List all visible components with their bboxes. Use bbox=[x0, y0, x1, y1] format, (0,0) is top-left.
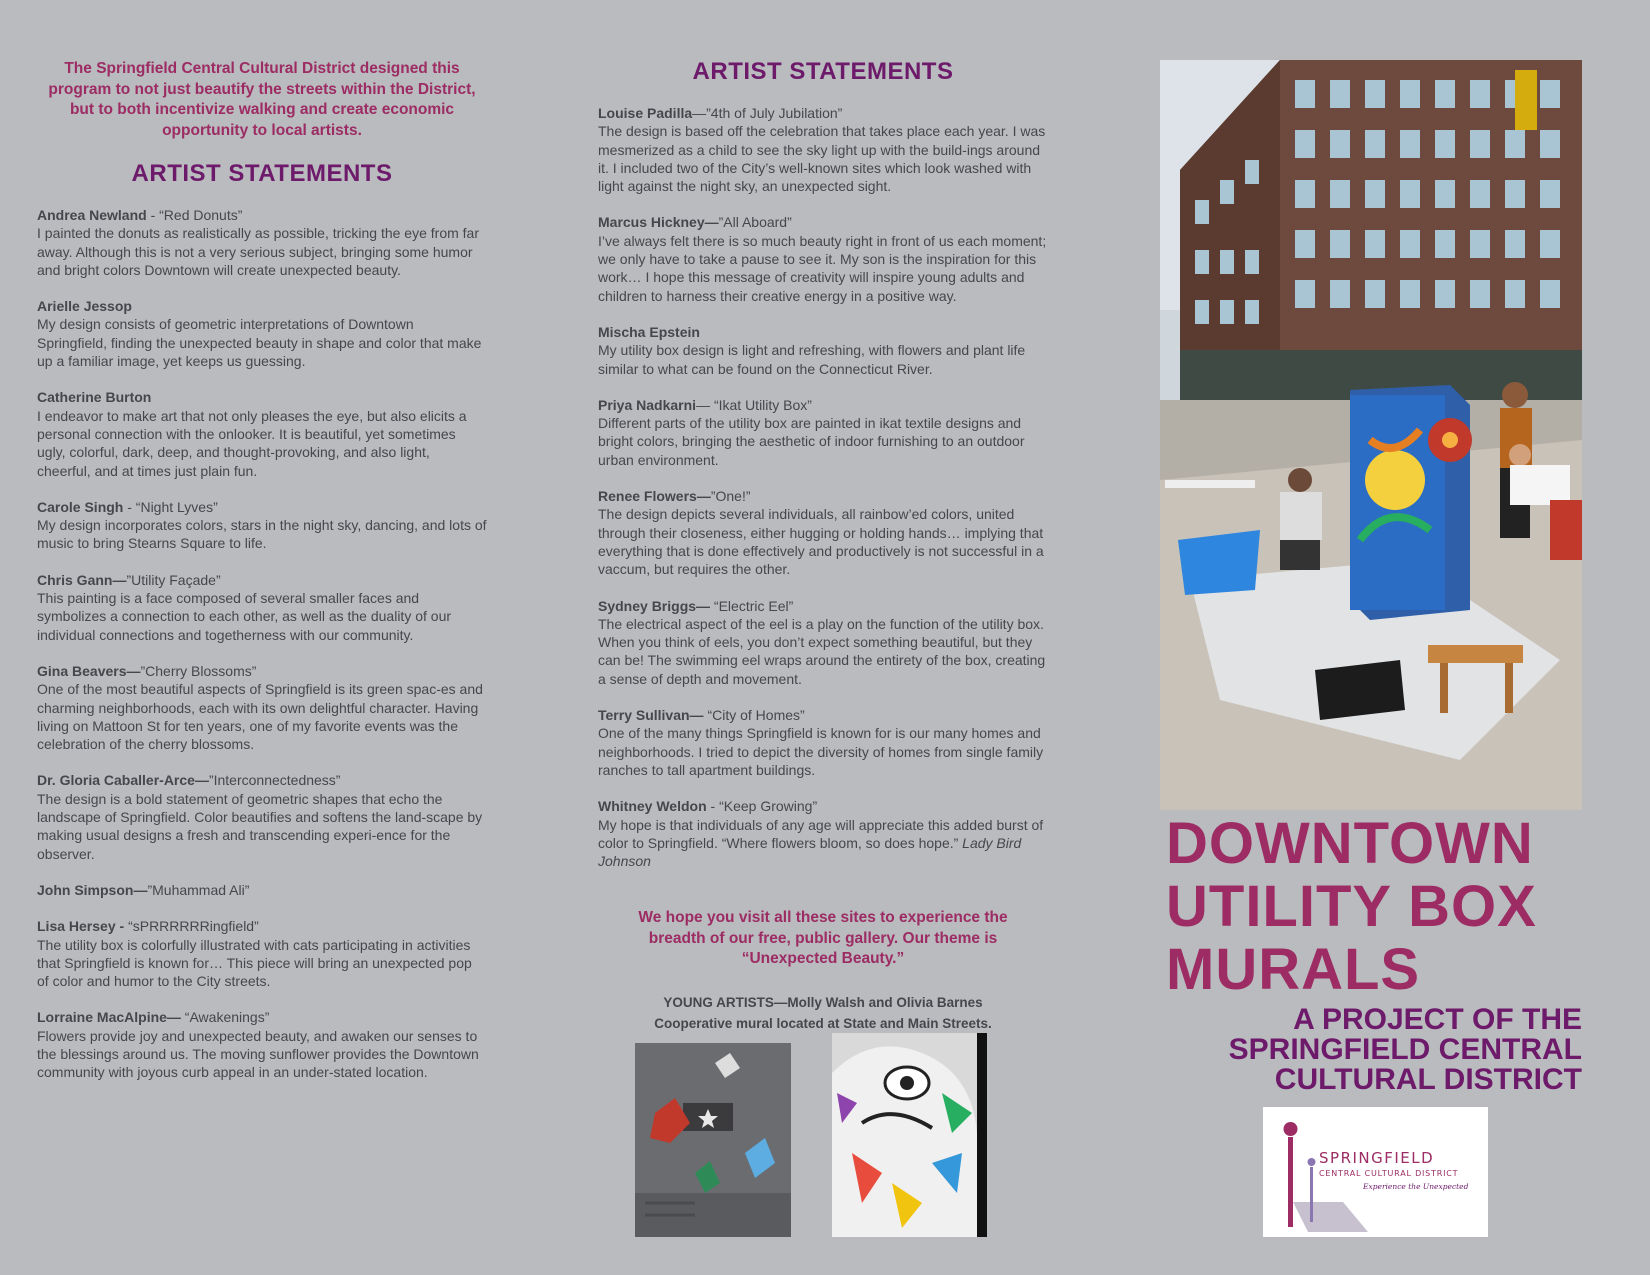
artist-statement bbox=[37, 917, 487, 990]
artwork-title: ”All Aboard” bbox=[718, 214, 792, 231]
intro-text: The Springfield Central Cultural District designed this program to not just beautify the streets within the District, but to both incentivize walking and create economic opportunity to local artists. bbox=[48, 60, 476, 139]
cover-subtitle-line: SPRINGFIELD CENTRAL bbox=[1228, 1033, 1582, 1066]
statement-text: My design incorporates colors, stars in the night sky, dancing, and lots of music to bring Stearns Square to life. bbox=[37, 517, 487, 552]
logo-name: SPRINGFIELD bbox=[1319, 1149, 1435, 1167]
statement-title-line bbox=[598, 706, 1048, 724]
statement-title-line bbox=[37, 662, 487, 680]
cover-subtitle bbox=[1160, 1005, 1582, 1095]
statement-text: One of the many things Springfield is known for is our many homes and neighborhoods. I tried to depict the diversity of homes from single family ranches to tall apartment buildings. bbox=[598, 725, 1044, 778]
young-artists-names: YOUNG ARTISTS—Molly Walsh and Olivia Barnes bbox=[663, 995, 983, 1010]
artwork-title: - “Red Donuts” bbox=[146, 207, 243, 223]
statement-title-line bbox=[37, 1008, 487, 1026]
statement-title-line bbox=[37, 206, 487, 224]
artwork-title: ”Interconnectedness” bbox=[208, 772, 341, 789]
artist-name: Arielle Jessop bbox=[37, 298, 132, 315]
cover-title-line: MURALS bbox=[1166, 937, 1421, 1002]
lamppost-small-icon bbox=[1310, 1167, 1313, 1222]
statement-title-line bbox=[37, 297, 487, 315]
artwork-title: ”Cherry Blossoms” bbox=[140, 662, 257, 679]
young-artists bbox=[598, 993, 1048, 1034]
statement-title-line bbox=[598, 323, 1048, 341]
statement-text: I painted the donuts as realistically as possible, tricking the eye from far away. Although this is not a very serious subject, bringing some humor and bright colors Downtown will create unexpected beauty. bbox=[37, 225, 479, 278]
artist-statement bbox=[598, 213, 1048, 304]
statement-text: My hope is that individuals of any age will appreciate this added burst of color to Springfield. “Where flowers bloom, so does hope.” bbox=[598, 816, 1044, 851]
statement-title-line bbox=[37, 571, 487, 589]
statement-title-line bbox=[37, 771, 487, 789]
artist-statement bbox=[598, 396, 1048, 469]
mural-photo-gray-box bbox=[635, 1043, 791, 1237]
logo-subname: CENTRAL CULTURAL DISTRICT bbox=[1319, 1169, 1459, 1178]
artist-statement bbox=[598, 706, 1048, 779]
artist-name: Renee Flowers— bbox=[598, 488, 711, 505]
artist-statement bbox=[598, 597, 1048, 688]
artist-name: Whitney Weldon bbox=[598, 798, 707, 815]
artist-statement bbox=[598, 797, 1048, 870]
artwork-title: —”4th of July Jubilation” bbox=[692, 105, 843, 121]
statement-text: The design is based off the celebration that takes place each year. I was mesmerized as a child to see the sky light up with the build-ings around it. I included two of the City’s well-known sites which look washed with light against the night sky, an unexpected sight. bbox=[598, 123, 1046, 195]
artwork-title: ”Utility Façade” bbox=[126, 571, 221, 588]
artist-statement bbox=[37, 571, 487, 644]
statement-title-line bbox=[37, 881, 487, 899]
statement-title-line bbox=[37, 388, 487, 406]
statement-text: This painting is a face composed of several smaller faces and symbolizes a connection to each other, as well as the duality of our individual connections and togetherness with our community. bbox=[37, 590, 452, 643]
cover-subtitle-line: A PROJECT OF THE bbox=[1293, 1003, 1582, 1036]
artist-statement bbox=[37, 206, 487, 279]
artist-name: Chris Gann— bbox=[37, 571, 127, 588]
middle-heading: ARTIST STATEMENTS bbox=[692, 58, 954, 85]
artist-name: Carole Singh bbox=[37, 498, 124, 515]
statement-text: I endeavor to make art that not only pleases the eye, but also elicits a personal connection with the onlooker. It is beautiful, yet sometimes ugly, colorful, dark, deep, and thought-provoking, and also light, cheerful, and at times just plain fun. bbox=[37, 407, 467, 479]
statement-title-line bbox=[598, 797, 1048, 815]
artwork-title: “Awakenings” bbox=[180, 1009, 270, 1026]
statement-title-line bbox=[598, 213, 1048, 231]
statement-text: One of the most beautiful aspects of Springfield is its green spac-es and charming neighborhoods, each with its own delightful character. Having living on Mattoon St for ten years, one of my favorite events was the celebration of the cherry blossoms. bbox=[37, 681, 483, 753]
artist-statement bbox=[598, 487, 1048, 578]
artist-name: Terry Sullivan— bbox=[598, 707, 704, 724]
statement-text: My utility box design is light and refreshing, with flowers and plant life similar to what can be found on the Connecticut River. bbox=[598, 342, 1026, 377]
logo-path-graphic bbox=[1293, 1202, 1368, 1232]
artist-statement bbox=[37, 881, 487, 899]
artist-statement bbox=[598, 104, 1048, 195]
logo-tagline: Experience the Unexpected bbox=[1363, 1182, 1469, 1191]
artist-name: Catherine Burton bbox=[37, 389, 152, 406]
statement-title-line bbox=[598, 597, 1048, 615]
quote-attribution: Lady Bird Johnson bbox=[598, 834, 1022, 870]
left-heading: ARTIST STATEMENTS bbox=[131, 160, 393, 187]
cover-title-line: UTILITY BOX bbox=[1166, 874, 1537, 939]
cover-subtitle-line: CULTURAL DISTRICT bbox=[1274, 1063, 1582, 1096]
cover-title bbox=[1166, 812, 1600, 1001]
artist-name: John Simpson— bbox=[37, 881, 148, 898]
artist-name: Mischa Epstein bbox=[598, 323, 700, 340]
statement-text: The design is a bold statement of geometric shapes that echo the landscape of Springfield. Color beautifies and softens the land-scape by making usual designs a fresh and transcending experi-ence for the observer. bbox=[37, 790, 483, 862]
artist-name: Louise Padilla bbox=[598, 105, 693, 121]
lamppost-icon bbox=[1288, 1137, 1293, 1227]
artwork-title: - “Keep Growing” bbox=[706, 798, 818, 815]
mural-photo-face-box bbox=[832, 1033, 987, 1237]
artwork-title: “sPRRRRRRingfield” bbox=[128, 918, 259, 935]
artist-name: Priya Nadkarni bbox=[598, 396, 697, 413]
artist-statement bbox=[37, 297, 487, 370]
closing-text: We hope you visit all these sites to experience the breadth of our free, public gallery. Our theme is “Unexpected Beauty.” bbox=[638, 909, 1008, 967]
artwork-title: - “Night Lyves” bbox=[123, 498, 218, 515]
artwork-title: — “Ikat Utility Box” bbox=[696, 396, 812, 413]
left-statements bbox=[37, 206, 487, 1100]
statement-text: My design consists of geometric interpretations of Downtown Springfield, finding the unexpected beauty in shape and color that make up a familiar image, yet keeps us guessing. bbox=[37, 316, 482, 370]
statement-text: The utility box is colorfully illustrated with cats participating in activities that Springfield is known for… This piece will bring an unexpected pop of color and humor to the City streets. bbox=[37, 936, 472, 990]
young-artists-location: Cooperative mural located at State and Main Streets. bbox=[654, 1015, 992, 1031]
artist-statement bbox=[598, 323, 1048, 378]
artist-statement bbox=[37, 1008, 487, 1081]
statement-text: I’ve always felt there is so much beauty right in front of us each moment; we only have to take a pause to see it. My son is the inspiration for this work… I hope this message of creativity will inspire young adults and children to harness their creative energy in a positive way. bbox=[598, 232, 1047, 304]
statement-title-line bbox=[37, 498, 487, 516]
cover-title-line: DOWNTOWN bbox=[1166, 811, 1534, 876]
artist-statement bbox=[37, 662, 487, 753]
middle-statements bbox=[598, 104, 1048, 888]
cover-photo-painting-utility-box bbox=[1160, 60, 1582, 810]
artist-name: Sydney Briggs— bbox=[598, 597, 711, 614]
artist-statement bbox=[37, 498, 487, 553]
artist-statement bbox=[37, 771, 487, 862]
statement-title-line bbox=[598, 487, 1048, 505]
statement-title-line bbox=[598, 104, 1048, 122]
statement-body bbox=[598, 816, 1048, 871]
artwork-title: ”One!” bbox=[710, 488, 751, 505]
statement-text: The design depicts several individuals, all rainbow’ed colors, united through their closeness, either hugging or holding hands… implying that everything that is done effectively and productively is not successful in a vaccum, but requires the other. bbox=[598, 506, 1044, 578]
statement-text: The electrical aspect of the eel is a play on the function of the utility box. When you think of eels, you don’t expect something beautiful, but they can be! The swimming eel wraps around the entirety of the box, creating a sense of depth and movement. bbox=[598, 615, 1046, 687]
artist-name: Gina Beavers— bbox=[37, 662, 141, 679]
statement-title-line bbox=[37, 917, 487, 935]
artist-name: Dr. Gloria Caballer-Arce— bbox=[37, 772, 209, 789]
district-logo bbox=[1263, 1107, 1488, 1237]
statement-text: Flowers provide joy and unexpected beauty, and awaken our senses to the blessings around us. The moving sunflower provides the Downtown community with joyous curb appeal in an under-stated location. bbox=[37, 1027, 479, 1081]
artwork-title: “City of Homes” bbox=[703, 707, 805, 724]
artwork-title: “Electric Eel” bbox=[710, 597, 794, 614]
artist-statement bbox=[37, 388, 487, 479]
artist-name: Lisa Hersey - bbox=[37, 918, 129, 935]
statement-text: Different parts of the utility box are painted in ikat textile designs and bright colors, bringing the aesthetic of indoor furnishing to an outdoor urban environment. bbox=[598, 415, 1025, 468]
artist-name: Lorraine MacAlpine— bbox=[37, 1009, 181, 1026]
artist-name: Andrea Newland bbox=[37, 207, 147, 223]
artwork-title: ”Muhammad Ali” bbox=[147, 881, 250, 898]
artist-name: Marcus Hickney— bbox=[598, 214, 719, 231]
statement-title-line bbox=[598, 396, 1048, 414]
